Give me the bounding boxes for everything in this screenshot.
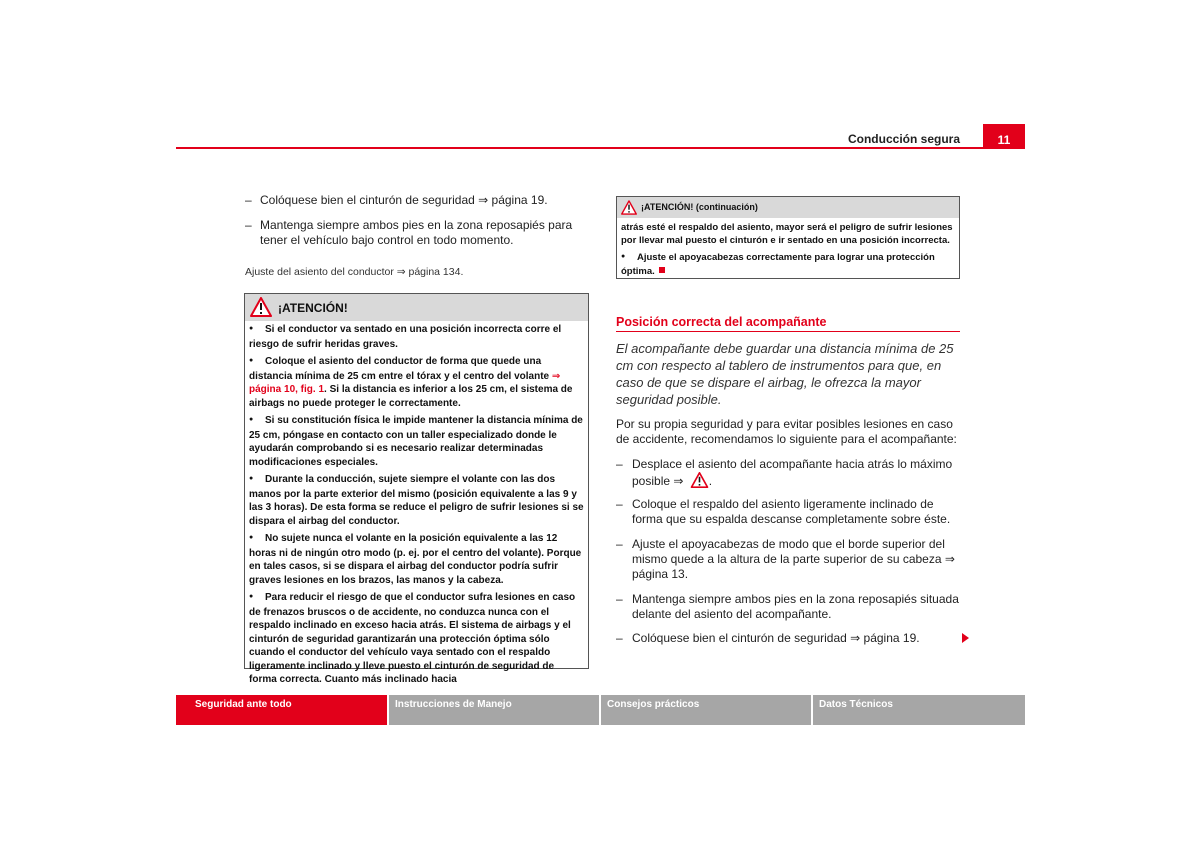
list-dash: –	[616, 631, 623, 645]
warning-paragraph	[249, 414, 584, 469]
warning-paragraph	[621, 221, 955, 247]
warning-triangle-icon	[250, 297, 272, 317]
list-dash: –	[245, 193, 252, 207]
list-item-text: Desplace el asiento del acompañante hacia atrás lo máximo posible ⇒	[632, 457, 953, 488]
warning-text: Para reducir el riesgo de que el conductor sufra lesiones en caso de frenazos bruscos o de accidente, no conduzca nunca con el respaldo inclinado en exceso hacia atrás. El sistema de airbags y el cinturón de seguridad garantizarán una protección óptima sólo cuando el conductor del vehículo vaya sentado con el respaldo ligeramente inclinado y lleve puesto el cinturón de seguridad de forma correcta. Cuanto más inclinado hacia	[249, 592, 576, 685]
warning-text: Durante la conducción, sujete siempre el volante con las dos manos por la parte exterior del mismo (posición equivalente a las 9 y las 3 horas). De esta forma se reduce el peligro de sufrir lesiones si se dispara el airbag del conductor.	[249, 474, 584, 527]
tab-instrucciones-de-manejo[interactable]: Instrucciones de Manejo	[389, 695, 599, 725]
warning-paragraph	[621, 251, 955, 278]
running-header-title: Conducción segura	[847, 132, 960, 146]
page-reference-link[interactable]: ⇒ página 10, fig. 1	[249, 370, 561, 395]
warning-text: Coloque el asiento del conductor de forma que quede una distancia mínima de 25 cm entre el tórax y el centro del volante	[249, 356, 552, 382]
page-number: 11	[983, 124, 1025, 149]
list-item	[616, 592, 962, 622]
tab-seguridad-ante-todo[interactable]: Seguridad ante todo	[176, 695, 387, 725]
warning-text: . Si la distancia es inferior a los 25 cm, el sistema de airbags no puede proteger le correctamente.	[249, 384, 573, 409]
end-of-section-icon	[659, 267, 665, 273]
list-item-text: Colóquese bien el cinturón de seguridad ⇒ página 19.	[632, 631, 920, 645]
list-item	[245, 218, 590, 248]
list-item	[616, 631, 962, 646]
header-rule	[176, 147, 1025, 149]
list-dash: –	[616, 592, 623, 606]
list-item-text: Colóquese bien el cinturón de seguridad ⇒ página 19.	[260, 193, 548, 207]
warning-text: Ajuste el apoyacabezas correctamente para lograr una protección óptima.	[621, 252, 935, 277]
warning-body	[617, 218, 959, 278]
warning-body	[245, 321, 588, 687]
bullet-icon	[249, 355, 265, 370]
bullet-icon	[249, 591, 265, 606]
body-paragraph: Por su propia seguridad y para evitar posibles lesiones en caso de accidente, recomendamos lo siguiente para el acompañante:	[616, 417, 957, 446]
cross-reference-note: Ajuste del asiento del conductor ⇒ página 134.	[245, 266, 464, 278]
list-dash: –	[616, 537, 623, 551]
tab-consejos-practicos[interactable]: Consejos prácticos	[601, 695, 811, 725]
list-item-text: Mantenga siempre ambos pies en la zona reposapiés para tener el vehículo bajo control en todo momento.	[260, 218, 573, 247]
warning-continuation-box	[616, 196, 960, 279]
intro-paragraph: El acompañante debe guardar una distancia mínima de 25 cm con respecto al tablero de instrumentos para que, en caso de que se dispare el airbag, le ofrezca la mayor seguridad posible.	[616, 341, 954, 407]
warning-triangle-icon	[621, 200, 637, 215]
bullet-icon	[249, 414, 265, 429]
next-page-arrow-icon[interactable]	[962, 633, 969, 643]
list-item-suffix: .	[708, 474, 713, 488]
bullet-icon	[249, 323, 265, 338]
list-dash: –	[616, 457, 623, 471]
section-title: Posición correcta del acompañante	[616, 315, 827, 329]
bullet-icon	[621, 251, 637, 265]
list-item	[616, 537, 962, 582]
warning-title: ¡ATENCIÓN!	[278, 301, 348, 315]
warning-box	[244, 293, 589, 685]
list-item	[245, 193, 590, 208]
tab-datos-tecnicos[interactable]: Datos Técnicos	[813, 695, 1025, 725]
warning-text: Si el conductor va sentado en una posición incorrecta corre el riesgo de sufrir heridas graves.	[249, 324, 562, 350]
warning-text: No sujete nunca el volante en la posición equivalente a las 12 horas ni de ningún otro modo (p. ej. por el centro del volante). Porque en tales casos, si se dispara el airbag del conductor podría sufrir graves lesiones en los brazos, las manos y la cabeza.	[249, 533, 582, 586]
list-item-text: Coloque el respaldo del asiento ligeramente inclinado de forma que su espalda descanse completamente sobre éste.	[632, 497, 951, 526]
list-item	[616, 457, 962, 489]
warning-paragraph	[249, 473, 584, 528]
list-item-text: Mantenga siempre ambos pies en la zona reposapiés situada delante del asiento del acompañante.	[632, 592, 959, 621]
warning-text: Si su constitución física le impide mantener la distancia mínima de 25 cm, póngase en contacto con un taller especializado donde le ayudarán comprobando si es necesario realizar determinadas modificaciones especiales.	[249, 415, 583, 468]
warning-paragraph	[249, 591, 584, 687]
warning-title: ¡ATENCIÓN! (continuación)	[641, 202, 758, 212]
warning-paragraph	[249, 323, 584, 351]
list-item	[616, 497, 962, 527]
warning-header	[245, 294, 588, 321]
warning-triangle-icon[interactable]	[690, 472, 709, 488]
list-dash: –	[245, 218, 252, 232]
warning-paragraph	[249, 355, 584, 410]
list-dash: –	[616, 497, 623, 511]
warning-paragraph	[249, 532, 584, 587]
list-item-text: Ajuste el apoyacabezas de modo que el borde superior del mismo quede a la altura de la parte superior de su cabeza ⇒ página 13.	[632, 537, 955, 581]
warning-header	[617, 197, 959, 218]
bullet-icon	[249, 473, 265, 488]
bullet-icon	[249, 532, 265, 547]
warning-text: atrás esté el respaldo del asiento, mayor será el peligro de sufrir lesiones por llevar mal puesto el cinturón e ir sentado en una posición incorrecta.	[621, 222, 953, 246]
section-rule	[616, 331, 960, 332]
